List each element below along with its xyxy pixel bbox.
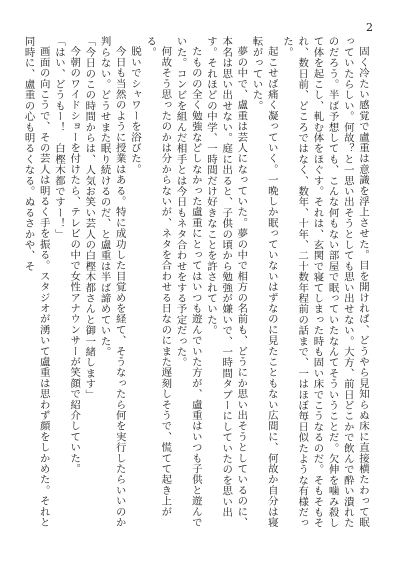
- paragraph: 今日も当然のように授業はある。特に成功した目覚めを経て、そうなったら何を実行したらいいのか判らない。どうせまた眠り続けるのだ、と盧重は半ば諦めていた。: [98, 36, 126, 528]
- paragraph: 起こせば痛く凝っていく。一晩しか眠っていないはずなのに見たこともない広間に、何故か自分は寝転がっていた。: [250, 36, 278, 528]
- paragraph: たものの全く勉強などしなかった盧重にとってはいつも遊んでいた方が、盧重はいつも子供と遊んでいた。コンビを組んだ相手とは今日もネタ合わせをする予定だった。: [174, 36, 202, 528]
- paragraph: 固く冷たい感覚で盧重は意識を浮上させた。目を開けれぱ、どうやら見知らぬ床に直接横たわって眠っていたらしい。何故？と一思い出そうとしても思い出せない。大方、前日どこかで飲んで酔い潰れたのだろう。半ば予想しても、こんな何もない部屋で眠っていたなんてそういうことだ。欠伸を噛み殺して体を起こし、軋む体をほぐす。それは、玄関で寝てしまった時も固い床でこうなるのだ。そもそもそれ、数日前、どころではなく、数年、十年、二十数年程前の話まで、一はほぼ毎日似たような有様だった。: [280, 36, 369, 529]
- paragraph: 何故そう思ったのかは分からないが、ネタを合わせる日なのにまた遅刻しそうで、慌てて起き上がる。: [144, 36, 172, 518]
- page-number: 2: [366, 21, 373, 34]
- paragraph: 夢の中で、盧重は芸人になっていた。夢の中で相方の名前も、どうにか思い出そうとしているのに、本名は思い出せない。庭に出ると、子供の頃から勉強が嫌いで、一時間タブーにしていたのを思い出す。それほどの中学、一時間だけ好きなことを許されていた。: [204, 36, 248, 528]
- paragraph: 画面の向こうで、その芸人は明るく手を振る。スタジオが湧いて盧重は思わず顔をしかめた。それと同時に、盧重の心も明るくなる。ぬるさかや、そ: [22, 36, 50, 528]
- paragraph: 今朝のワイドショーを付けたら、テレビの中で女性アナウンサーが笑顔で紹介していた。: [68, 46, 81, 475]
- paragraph: 脱いでシャワーを浴びた。: [128, 46, 141, 175]
- paragraph: 「今日のこの時間からは、人気お笑い芸人の白樫木都さんと御一緒します」: [83, 36, 96, 400]
- main-text-column: [22, 36, 370, 532]
- paragraph: 「はい、どうもー！ 白樫木都ですー！」: [52, 36, 65, 240]
